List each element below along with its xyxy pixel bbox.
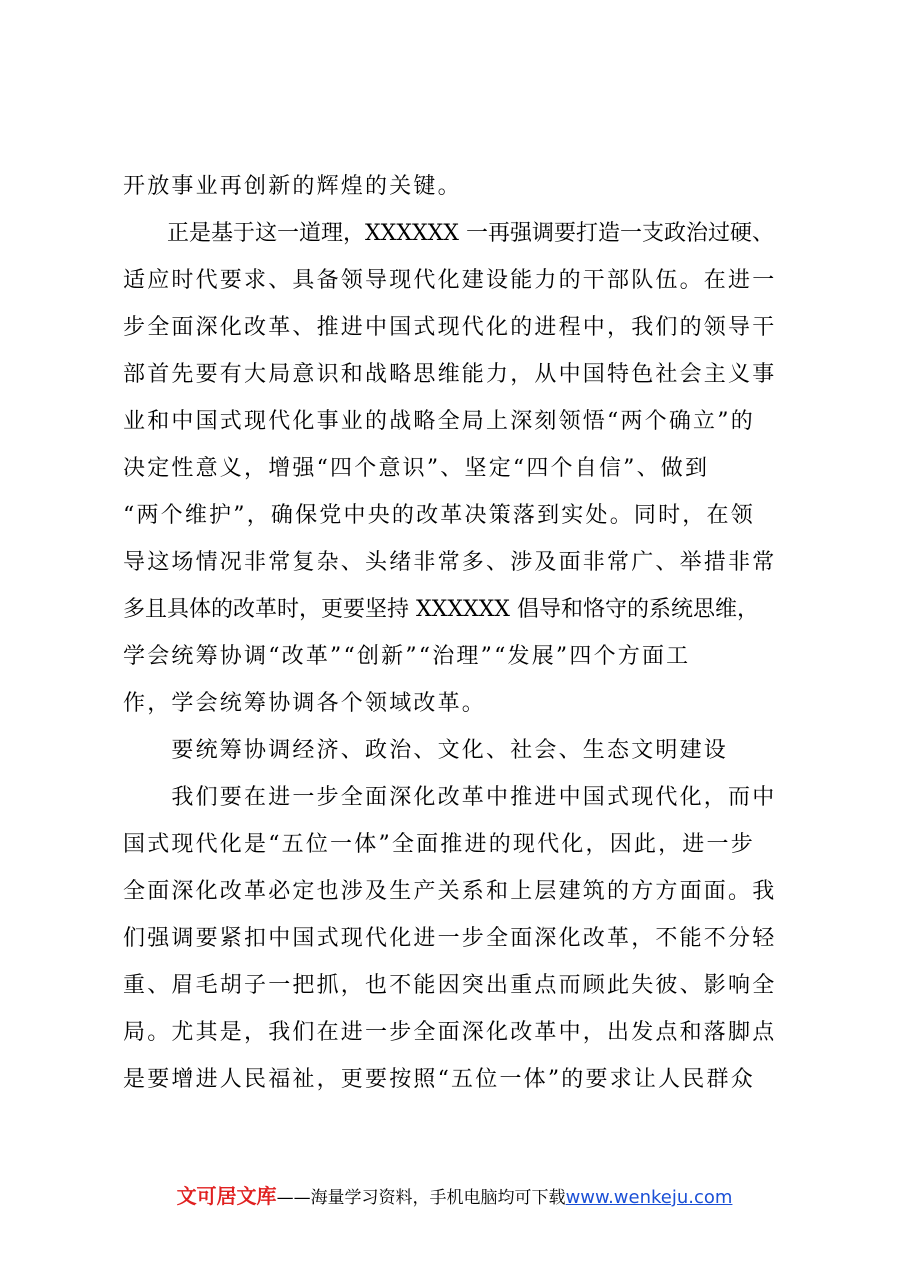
text-line: 适应时代要求、具备领导现代化建设能力的干部队伍。在进一 (123, 268, 777, 293)
text-line: 们强调要紧扣中国式现代化进一步全面深化改革，不能不分轻 (123, 926, 777, 951)
text-line: 步全面深化改革、推进中国式现代化的进程中，我们的领导干 (123, 315, 777, 340)
text-line: 多且具体的改革时，更要坚持 XXXXXX 倡导和恪守的系统思维， (123, 597, 759, 622)
footer-tagline: ——海量学习资料，手机电脑均可下载 (276, 1188, 566, 1208)
text-line: 部首先要有大局意识和战略思维能力，从中国特色社会主义事 (123, 362, 777, 387)
section-heading: 要统筹协调经济、政治、文化、社会、生态文明建设 (123, 738, 729, 763)
text-line: “两个维护”，确保党中央的改革决策落到实处。同时，在领 (123, 503, 755, 528)
document-body (123, 163, 795, 1103)
text-line: 局。尤其是，我们在进一步全面深化改革中，出发点和落脚点 (123, 1020, 777, 1045)
website-link[interactable]: www.wenkeju.com (565, 1187, 733, 1208)
text-line: 学会统筹协调“改革”“创新”“治理”“发展”四个方面工 (123, 644, 691, 669)
text-line: 作，学会统筹协调各个领域改革。 (123, 691, 487, 716)
text-line: 决定性意义，增强“四个意识”、坚定“四个自信”、做到 (123, 456, 710, 481)
text-line: 正是基于这一道理，XXXXXX 一再强调要打造一支政治过硬、 (123, 221, 774, 246)
text-line: 开放事业再创新的辉煌的关键。 (123, 174, 462, 199)
text-line: 业和中国式现代化事业的战略全局上深刻领悟“两个确立”的 (123, 409, 755, 434)
text-line: 我们要在进一步全面深化改革中推进中国式现代化，而中 (123, 785, 777, 810)
footer-banner (0, 1180, 909, 1209)
brand-name: 文可居文库 (176, 1184, 277, 1208)
text-line: 国式现代化是“五位一体”全面推进的现代化，因此，进一步 (123, 832, 755, 857)
text-line: 是要增进人民福祉，更要按照“五位一体”的要求让人民群众 (123, 1067, 755, 1092)
text-line: 重、眉毛胡子一把抓，也不能因突出重点而顾此失彼、影响全 (123, 973, 777, 998)
text-line: 导这场情况非常复杂、头绪非常多、涉及面非常广、举措非常 (123, 550, 777, 575)
text-line: 全面深化改革必定也涉及生产关系和上层建筑的方方面面。我 (123, 879, 777, 904)
